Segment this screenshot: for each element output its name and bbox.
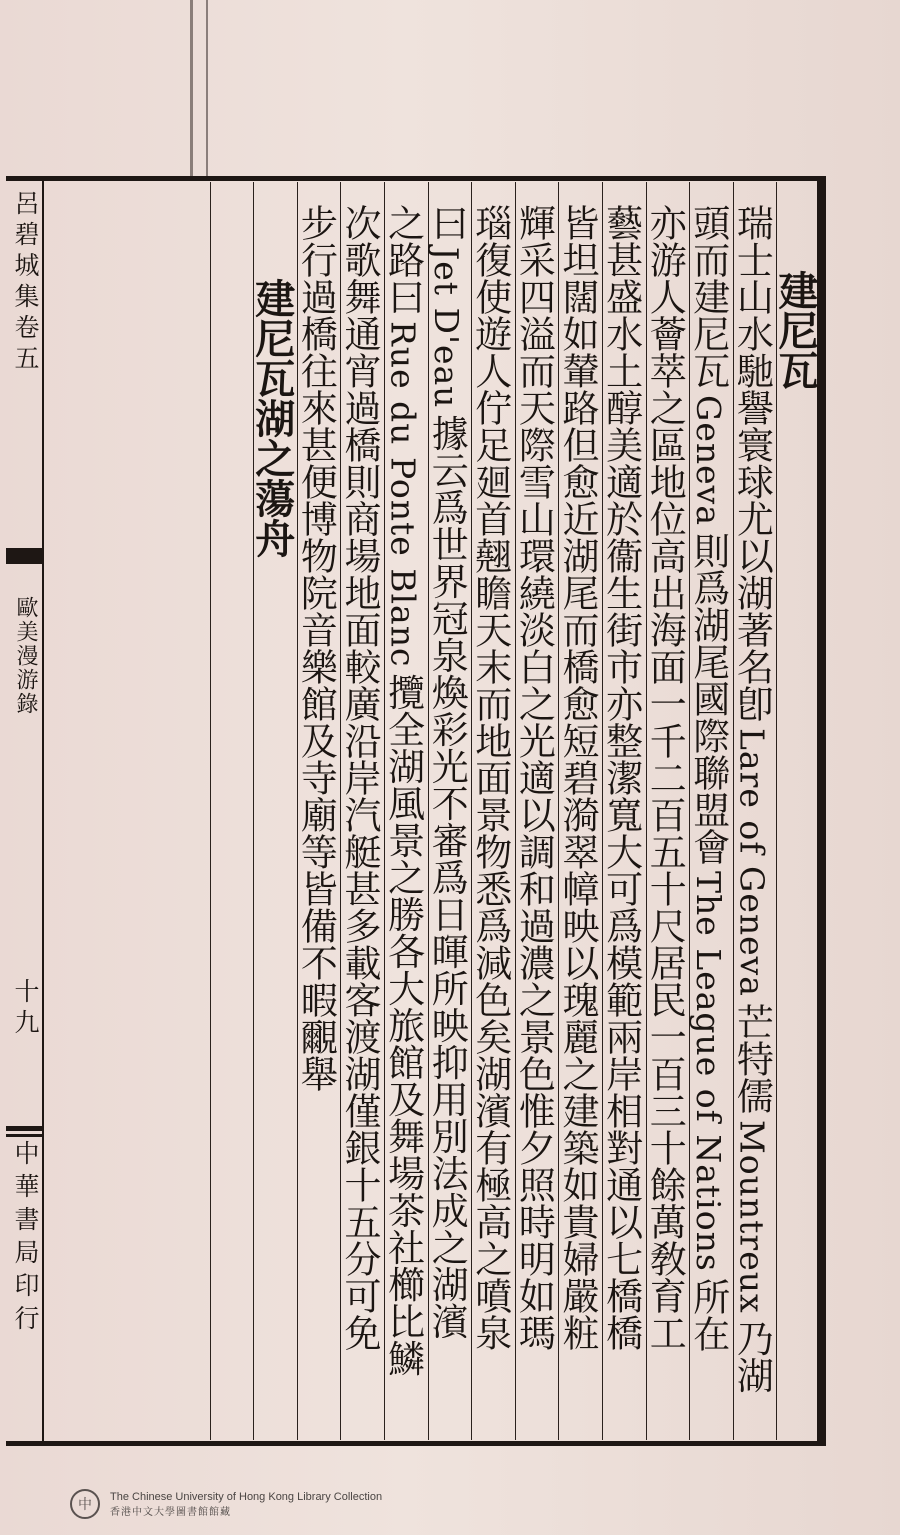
text-segment: 據云爲世界冠泉煥彩光不審爲日暉所映抑用別法成之湖濱 bbox=[425, 414, 469, 1340]
fold-line bbox=[190, 0, 193, 180]
fishtail-mark bbox=[6, 548, 44, 564]
text-column bbox=[512, 182, 559, 1440]
collection-credit-zh: 香港中文大學圖書館館藏 bbox=[110, 1506, 231, 1518]
text-column bbox=[730, 182, 777, 1440]
text-segment: 所在 bbox=[686, 1277, 730, 1352]
fishtail-mark bbox=[6, 1134, 44, 1137]
latin-term: Mountreux bbox=[732, 1119, 772, 1314]
text-segment: 乃湖 bbox=[730, 1319, 774, 1394]
text-column bbox=[425, 182, 472, 1440]
book-title: 呂碧城集卷五 bbox=[11, 190, 40, 376]
collection-credit-en: The Chinese University of Hong Kong Library Collection bbox=[110, 1490, 383, 1503]
latin-term: Lare of Geneva bbox=[732, 728, 772, 997]
text-segment: 瑙復使遊人佇足廻首翹瞻天末而地面景物悉爲減色矣湖濱有極高之噴泉 bbox=[468, 204, 512, 1351]
text-segment: 攬全湖風景之勝各大旅館及舞場茶社櫛比鱗 bbox=[381, 673, 425, 1377]
text-segment: 亦游人薈萃之區地位高出海面一千二百五十尺居民一百三十餘萬敎育工 bbox=[643, 204, 687, 1351]
text-column bbox=[381, 182, 428, 1440]
section-subheading: 建尼瓦湖之蕩舟 bbox=[253, 182, 297, 1440]
publisher-name: 中華書局印行 bbox=[11, 1140, 40, 1338]
text-segment: 之路曰 bbox=[381, 204, 425, 315]
text-segment: 次歌舞通宵過橋則商場地面較廣沿岸汽艇甚多載客渡湖僅銀十五分可免 bbox=[337, 204, 381, 1351]
collection-footer bbox=[70, 1484, 382, 1524]
text-segment: 頭而建尼瓦 bbox=[686, 204, 730, 389]
text-column bbox=[294, 182, 341, 1440]
text-segment: 步行過橋往來甚便博物院音樂館及寺廟等皆備不暇覼舉 bbox=[294, 204, 338, 1092]
fishtail-mark bbox=[6, 1126, 44, 1131]
text-segment: 皆坦闊如輦路但愈近湖尾而橋愈短碧漪翠幛映以瑰麗之建築如貴婦嚴粧 bbox=[555, 204, 599, 1351]
text-segment: 藝甚盛水土醇美適於衞生街市亦整潔寬大可爲模範兩岸相對通以七橋橋 bbox=[599, 204, 643, 1351]
latin-term: Geneva bbox=[688, 395, 728, 526]
latin-term: Jet D'eau bbox=[427, 247, 467, 409]
latin-term: The League of Nations bbox=[688, 871, 728, 1272]
text-segment: 瑞士山水馳譽寰球尤以湖著名卽 bbox=[730, 204, 774, 722]
page-number: 十九 bbox=[11, 978, 40, 1040]
text-column bbox=[599, 182, 646, 1440]
fold-line bbox=[206, 0, 208, 180]
text-segment: 則爲湖尾國際聯盟會 bbox=[686, 532, 730, 865]
text-segment: 芒特儒 bbox=[730, 1002, 774, 1114]
text-column bbox=[337, 182, 384, 1440]
latin-term: Rue du Ponte Blanc bbox=[383, 321, 423, 668]
text-segment: 曰 bbox=[425, 204, 469, 241]
text-column bbox=[468, 182, 515, 1440]
library-seal-icon: 中 bbox=[70, 1489, 100, 1519]
section-title: 歐美漫游錄 bbox=[13, 596, 38, 716]
article-heading: 建尼瓦 bbox=[776, 182, 820, 1440]
text-segment: 輝采四溢而天際雪山環繞淡白之光適以調和過濃之景色惟夕照時明如瑪 bbox=[512, 204, 556, 1351]
text-column bbox=[643, 182, 690, 1440]
text-column bbox=[686, 182, 733, 1440]
text-column bbox=[555, 182, 602, 1440]
empty-column bbox=[210, 182, 254, 1440]
